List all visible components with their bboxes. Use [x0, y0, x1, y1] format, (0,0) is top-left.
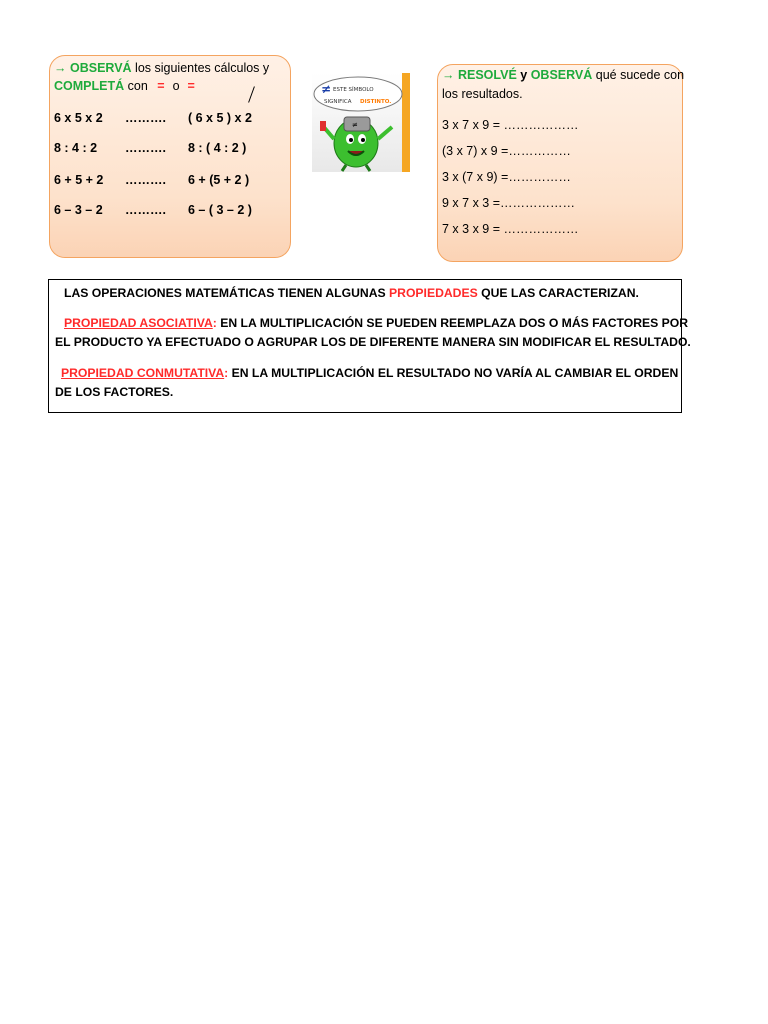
- mascot-line2: SIGNIFICA: [324, 99, 352, 105]
- arrow-icon: →: [54, 61, 67, 75]
- calc-row-b: 6 + (5 + 2 ): [188, 173, 250, 187]
- mascot-line1: ESTE SÍMBOLO: [333, 87, 374, 93]
- calc-row-b: 8 : ( 4 : 2 ): [188, 141, 247, 155]
- solve-row[interactable]: 7 x 3 x 9 = ………………: [442, 222, 579, 236]
- solve-row[interactable]: 9 x 7 x 3 =………………: [442, 196, 576, 210]
- left-box-heading-line1: [54, 60, 269, 76]
- commutative-text-1: EN LA MULTIPLICACIÓN EL RESULTADO NO VARÍA AL CAMBIAR EL ORDEN: [228, 366, 679, 380]
- observa-keyword: OBSERVÁ: [530, 68, 593, 82]
- con-text: con: [124, 79, 152, 93]
- associative-title: PROPIEDAD ASOCIATIVA: [64, 316, 213, 330]
- propiedades-keyword: PROPIEDADES: [389, 286, 478, 300]
- y-text: y: [516, 68, 531, 82]
- not-equals-symbol: =: [187, 79, 195, 93]
- solve-row[interactable]: (3 x 7) x 9 =……………: [442, 144, 571, 158]
- solve-row[interactable]: 3 x 7 x 9 = ………………: [442, 118, 579, 132]
- calc-row-b: 6 – ( 3 – 2 ): [188, 203, 252, 217]
- commutative-title: PROPIEDAD CONMUTATIVA: [61, 366, 225, 380]
- commutative-text-2: DE LOS FACTORES.: [55, 385, 174, 399]
- intro-b: QUE LAS CARACTERIZAN.: [477, 286, 639, 300]
- arrow-icon: →: [442, 68, 455, 82]
- not-equal-mascot-image: [312, 73, 410, 172]
- resolve-keyword: RESOLVÉ: [457, 68, 517, 82]
- properties-intro: [64, 284, 639, 302]
- calc-row-b: ( 6 x 5 ) x 2: [188, 111, 252, 125]
- left-box-heading-line2: [54, 78, 195, 94]
- equals-symbol: =: [157, 79, 165, 93]
- associative-colon: :: [212, 316, 217, 330]
- intro-text: los siguientes cálculos y: [131, 61, 270, 75]
- calc-row-dots[interactable]: ……….: [125, 173, 166, 187]
- calc-row-dots[interactable]: ……….: [125, 111, 166, 125]
- completa-keyword: COMPLETÁ: [54, 79, 125, 93]
- calc-row-dots[interactable]: ……….: [125, 203, 166, 217]
- calc-row-a: 8 : 4 : 2: [54, 141, 98, 155]
- observa-keyword: OBSERVÁ: [69, 61, 132, 75]
- svg-text:≠: ≠: [352, 121, 358, 129]
- not-equal-icon: ≠: [321, 82, 332, 96]
- calc-row-a: 6 – 3 – 2: [54, 203, 103, 217]
- mascot-line2-red: DISTINTO.: [360, 99, 392, 105]
- commutative-colon: :: [224, 366, 229, 380]
- associative-line1: [64, 314, 688, 332]
- right-box-heading-line1: [442, 67, 684, 83]
- right-box-heading-line2: los resultados.: [442, 87, 523, 101]
- calc-row-a: 6 + 5 + 2: [54, 173, 104, 187]
- intro-a: LAS OPERACIONES MATEMÁTICAS TIENEN ALGUNAS: [64, 286, 390, 300]
- solve-row[interactable]: 3 x (7 x 9) =……………: [442, 170, 571, 184]
- calc-row-a: 6 x 5 x 2: [54, 111, 103, 125]
- commutative-line1: [61, 364, 678, 382]
- associative-text-1: EN LA MULTIPLICACIÓN SE PUEDEN REEMPLAZA DOS O MÁS FACTORES POR: [216, 316, 689, 330]
- calc-row-dots[interactable]: ……….: [125, 141, 166, 155]
- associative-text-2: EL PRODUCTO YA EFECTUADO O AGRUPAR LOS DE DIFERENTE MANERA SIN MODIFICAR EL RESULTADO.: [55, 335, 691, 349]
- o-text: o: [172, 79, 180, 93]
- rest-text: qué sucede con: [592, 68, 685, 82]
